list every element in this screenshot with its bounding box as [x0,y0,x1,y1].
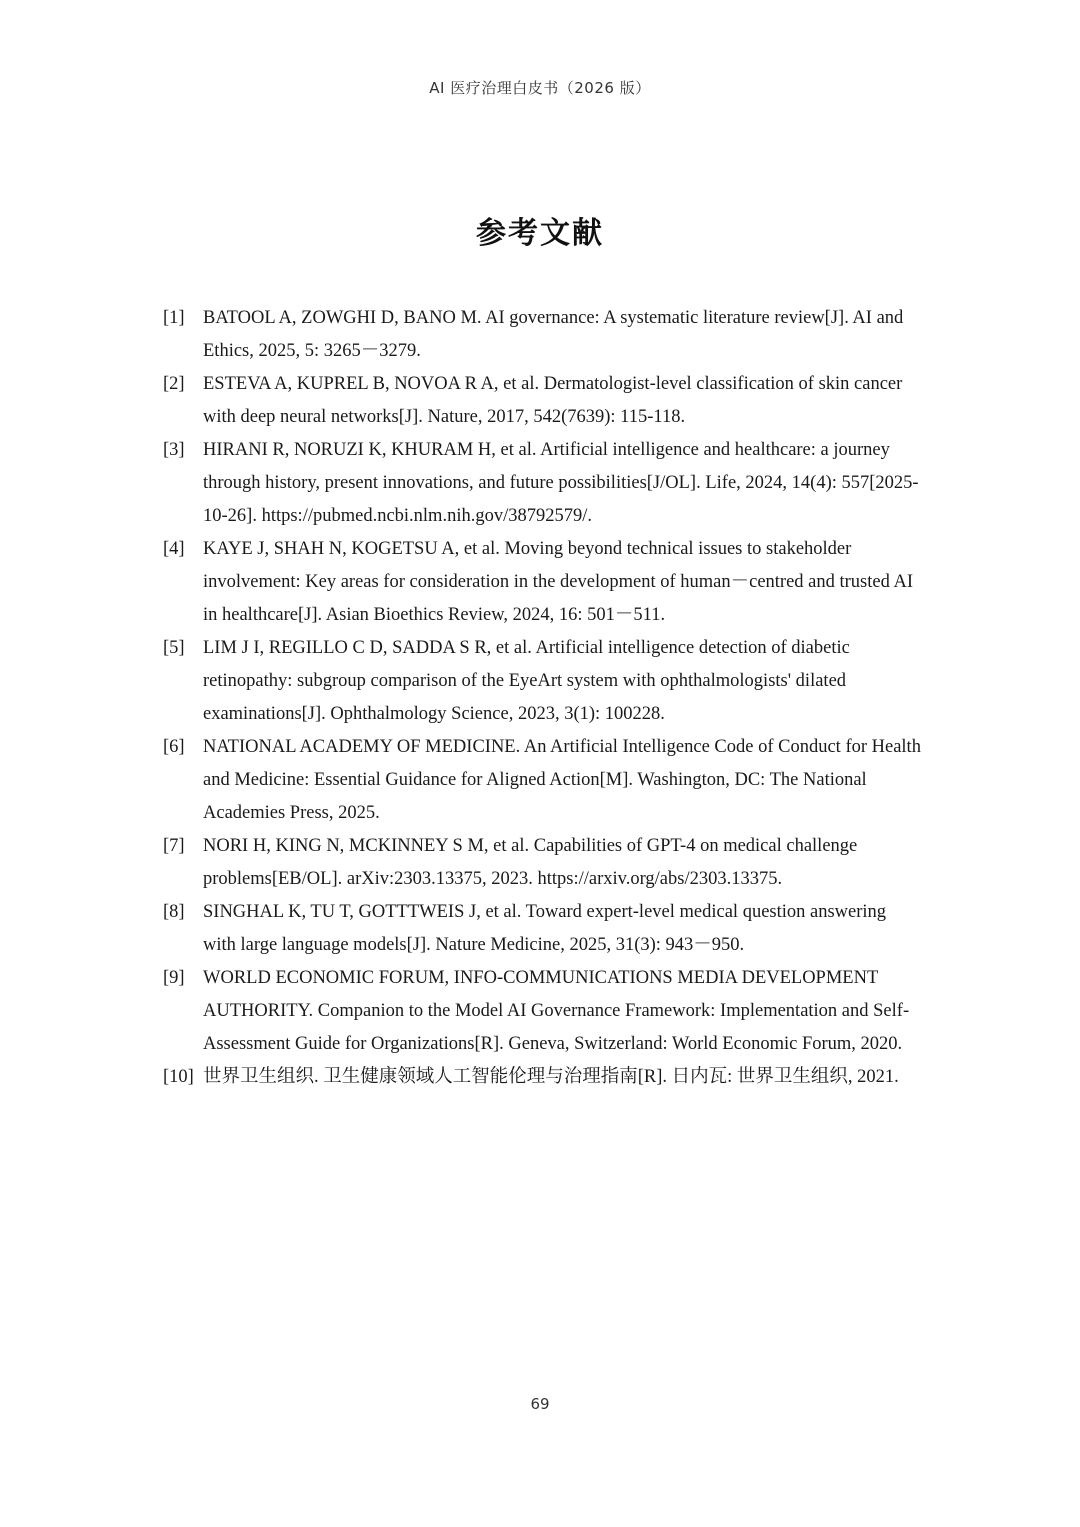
reference-text: WORLD ECONOMIC FORUM, INFO-COMMUNICATIONS MEDIA DEVELOPMENT AUTHORITY. Companion to the Model AI Governance Framework: Implementation and Self-Assessment Guide for Organizations[R]. Geneva, Switzerland: World Economic Forum, 2020. [203,968,910,1054]
reference-number: [6] [163,737,185,757]
reference-item [163,1061,923,1094]
reference-number: [5] [163,638,185,658]
reference-text: LIM J I, REGILLO C D, SADDA S R, et al. Artificial intelligence detection of diabetic retinopathy: subgroup comparison of the EyeArt system with ophthalmologists' dilated examinations[J]. Ophthalmology Science, 2023, 3(1): 100228. [203,638,850,724]
reference-item [163,368,923,434]
reference-number: [10] [163,1067,194,1087]
reference-item [163,434,923,533]
reference-number: [2] [163,374,185,394]
reference-text: SINGHAL K, TU T, GOTTTWEIS J, et al. Toward expert-level medical question answering with large language models[J]. Nature Medicine, 2025, 31(3): 943－950. [203,902,887,955]
reference-text: NATIONAL ACADEMY OF MEDICINE. An Artificial Intelligence Code of Conduct for Health and Medicine: Essential Guidance for Aligned Action[M]. Washington, DC: The National Academies Press, 2025. [203,737,921,823]
reference-item [163,830,923,896]
reference-item [163,533,923,632]
reference-number: [1] [163,308,185,328]
reference-text: KAYE J, SHAH N, KOGETSU A, et al. Moving beyond technical issues to stakeholder involvement: Key areas for consideration in the development of human－centred and trusted AI in healthcare[J]. Asian Bioethics Review, 2024, 16: 501－511. [203,539,913,625]
reference-text: HIRANI R, NORUZI K, KHURAM H, et al. Artificial intelligence and healthcare: a journey through history, present innovations, and future possibilities[J/OL]. Life, 2024, 14(4): 557[2025-10-26]. https://pubmed.ncbi.nlm.nih.gov/38792579/. [203,440,919,526]
reference-list [163,302,923,1094]
reference-item [163,632,923,731]
reference-text: BATOOL A, ZOWGHI D, BANO M. AI governance: A systematic literature review[J]. AI and Ethics, 2025, 5: 3265－3279. [203,308,904,361]
reference-number: [8] [163,902,185,922]
running-header: AI 医疗治理白皮书（2026 版） [429,79,651,97]
reference-item [163,896,923,962]
page-title: 参考文献 [476,216,604,251]
page-number: 69 [530,1395,550,1413]
reference-text: 世界卫生组织. 卫生健康领域人工智能伦理与治理指南[R]. 日内瓦: 世界卫生组织, 2021. [203,1067,899,1087]
reference-item [163,962,923,1061]
reference-number: [3] [163,440,185,460]
reference-number: [9] [163,968,185,988]
reference-number: [7] [163,836,185,856]
reference-item [163,731,923,830]
reference-number: [4] [163,539,185,559]
reference-text: NORI H, KING N, MCKINNEY S M, et al. Capabilities of GPT-4 on medical challenge problems[EB/OL]. arXiv:2303.13375, 2023. https://arxiv.org/abs/2303.13375. [203,836,858,889]
reference-item [163,302,923,368]
reference-text: ESTEVA A, KUPREL B, NOVOA R A, et al. Dermatologist-level classification of skin cancer with deep neural networks[J]. Nature, 2017, 542(7639): 115-118. [203,374,903,427]
